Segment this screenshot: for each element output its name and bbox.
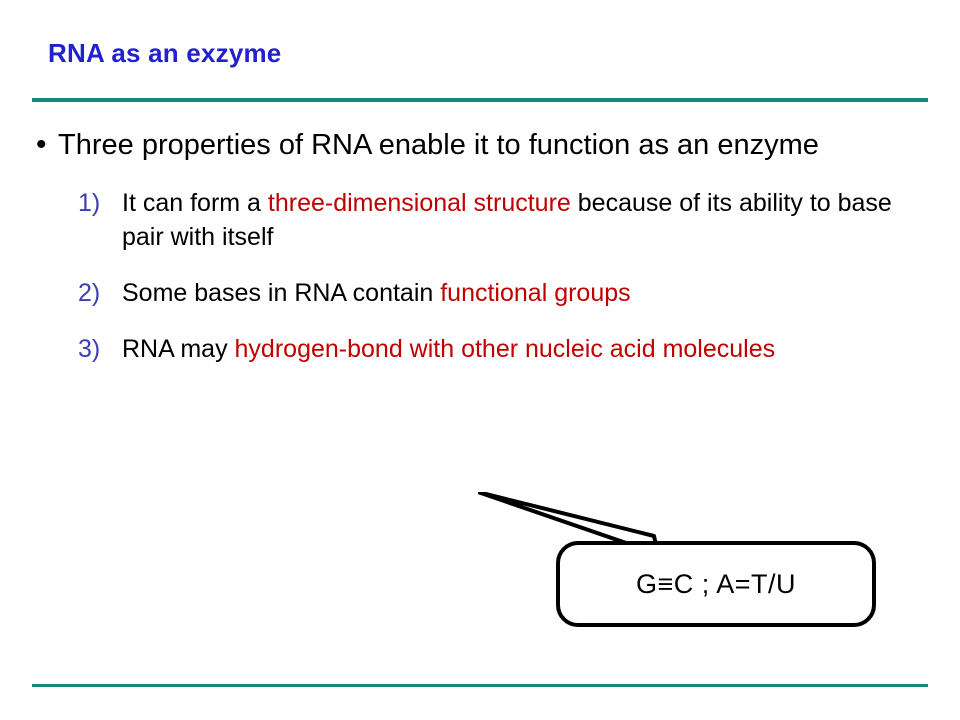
list-item [78,186,932,254]
list-item-text-part: It can form a [122,189,268,217]
callout-text: G≡C ; A=T/U [635,568,797,599]
list-item-text [122,186,892,254]
list-item-number: 1) [78,189,101,217]
slide-body [32,126,932,388]
numbered-list [32,186,932,366]
list-item-text-highlight: three-dimensional structure [267,189,571,217]
page-title: RNA as an exzyme [48,38,282,68]
list-item-text-highlight: functional groups [440,279,631,307]
list-item-text-part: Some bases in RNA contain [122,279,441,307]
list-item [78,276,932,310]
divider-top [32,98,928,102]
list-item-text-highlight: hydrogen-bond with other nucleic acid molecules [234,335,776,363]
main-bullet-text: Three properties of RNA enable it to function as an enzyme [58,129,819,161]
list-item-text [122,276,631,310]
bullet-dot-icon: • [36,128,47,161]
list-item-number: 3) [78,335,101,363]
list-item-number: 2) [78,279,101,307]
list-item-text-part: RNA may [122,335,235,363]
callout-box [556,541,876,627]
list-item-text [122,332,775,366]
list-item-text-part: because of its ability to base pair with itself [122,189,892,251]
main-bullet [32,126,932,164]
divider-bottom [32,684,928,687]
list-item [78,332,932,366]
